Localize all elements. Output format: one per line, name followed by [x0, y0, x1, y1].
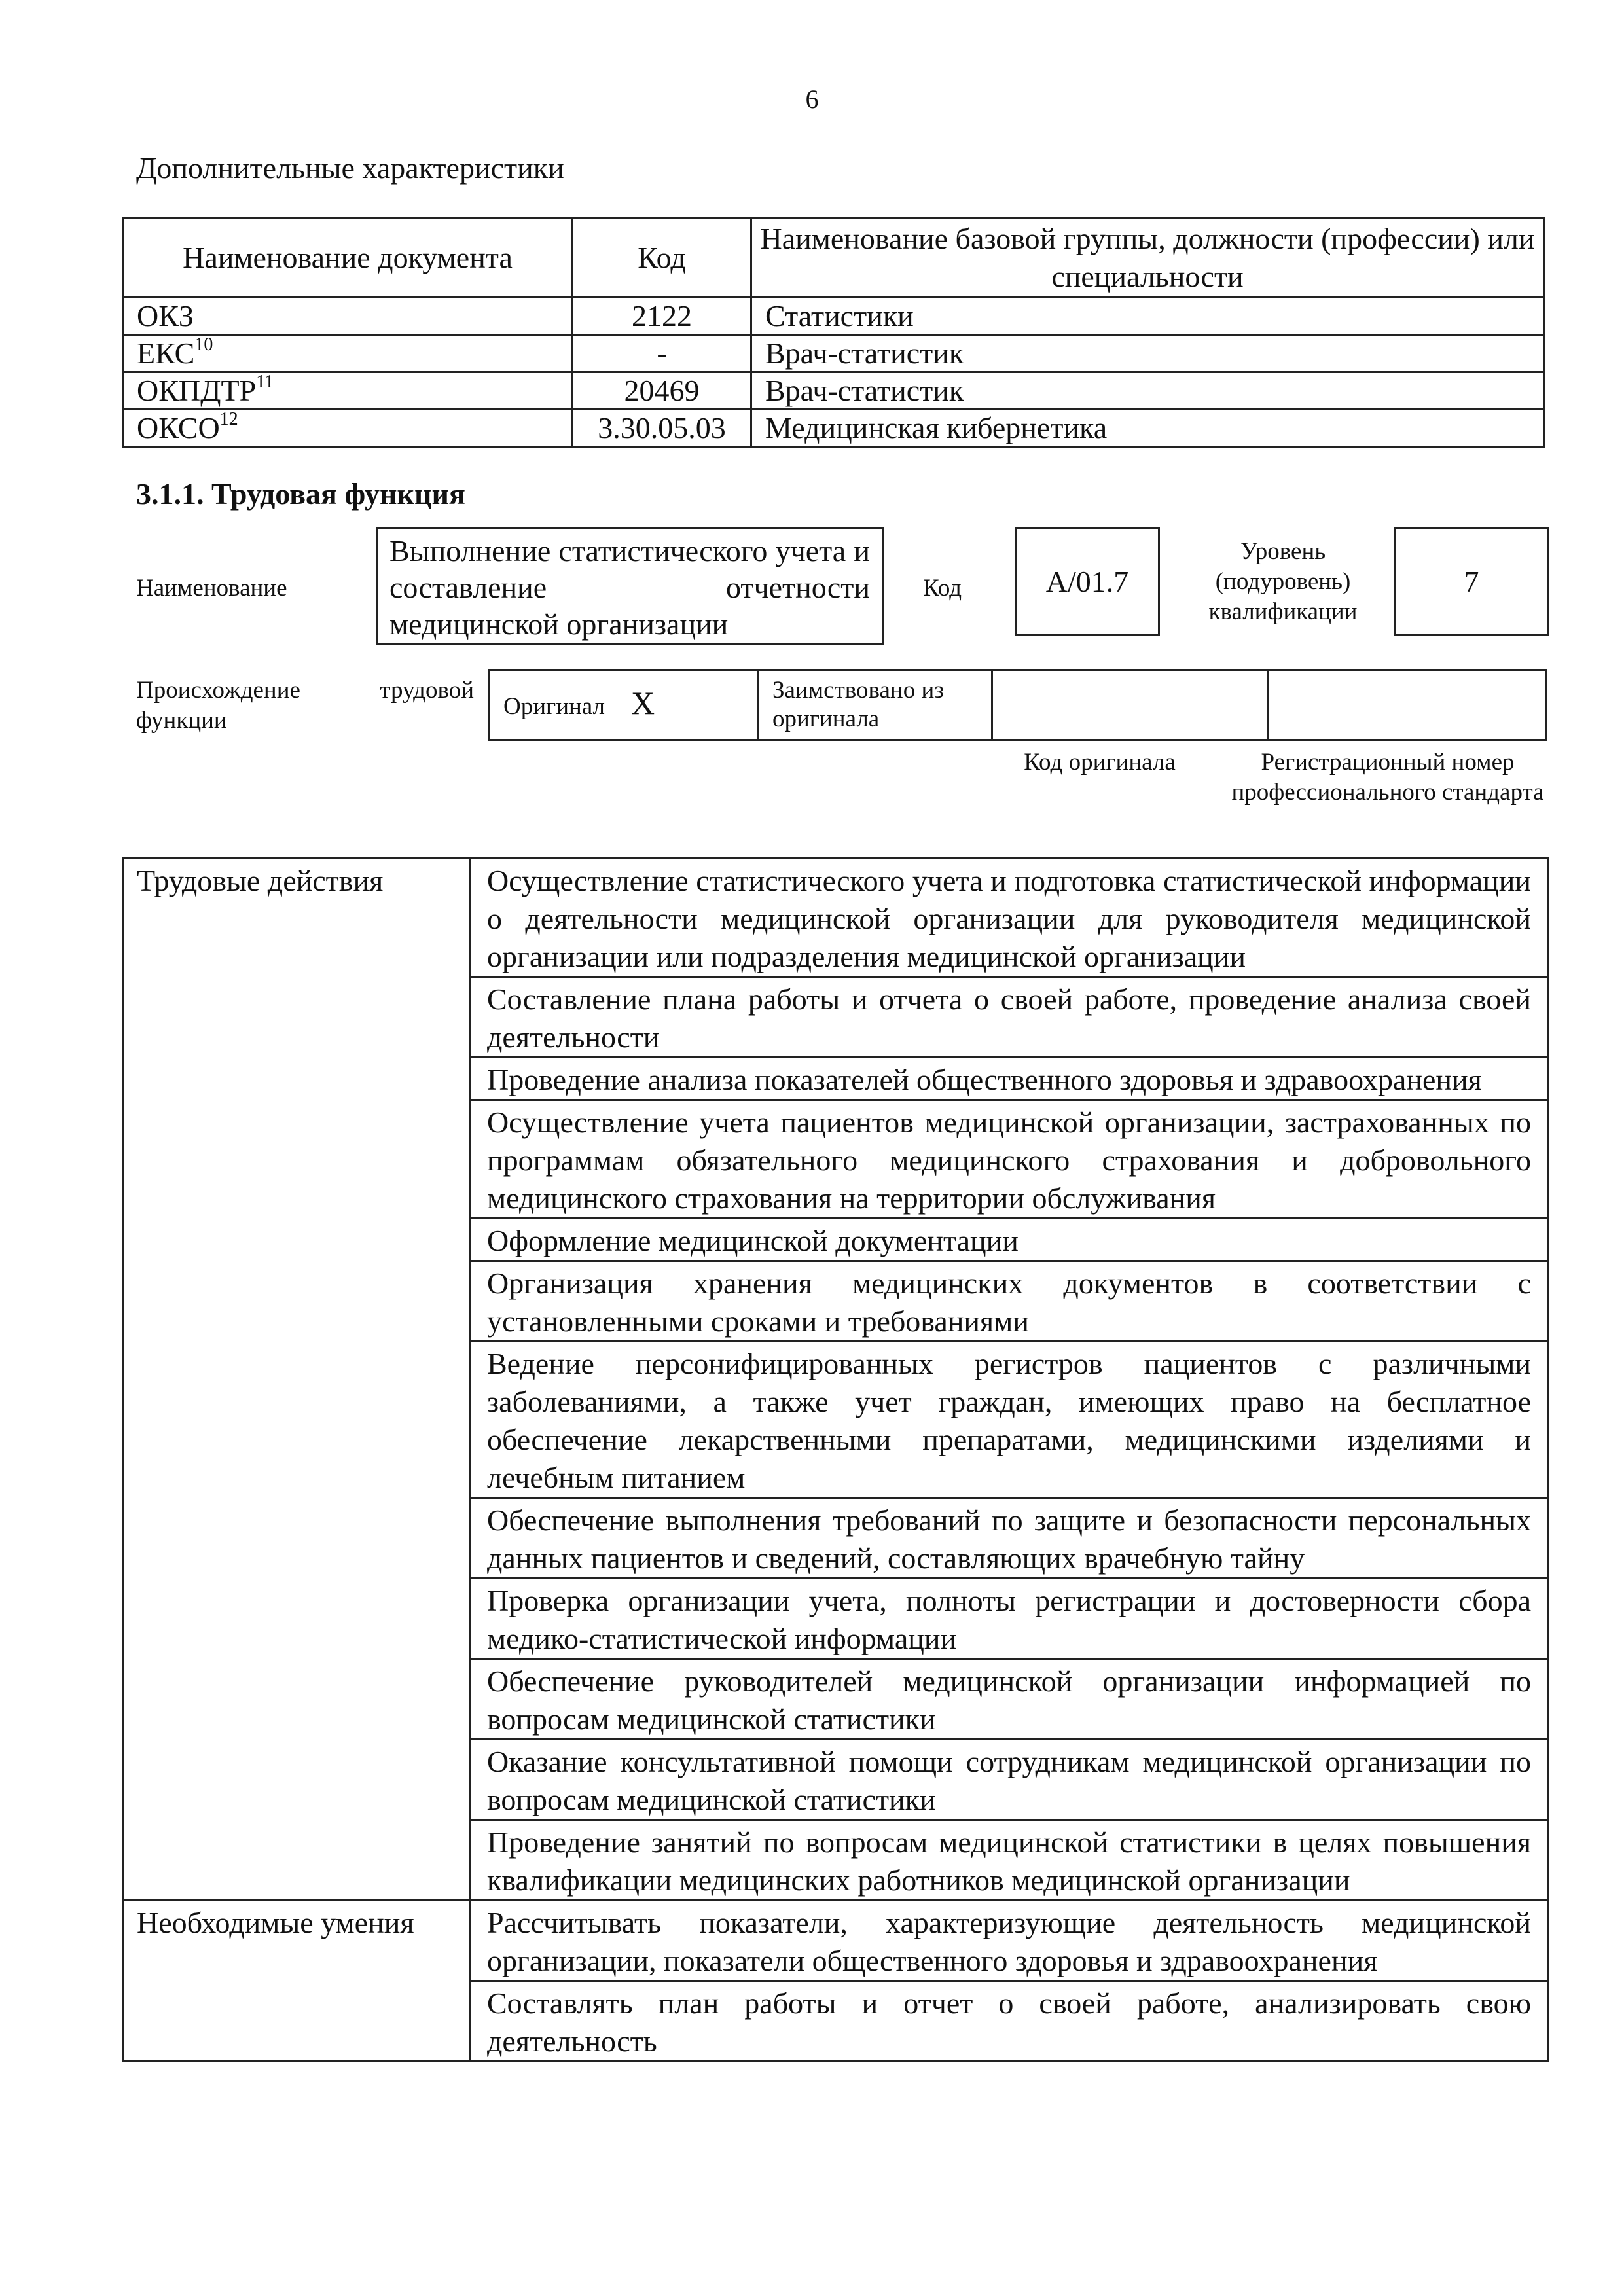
doc-name: ОКПДТР — [137, 374, 257, 407]
code-cell: 20469 — [573, 372, 751, 410]
level-label: Уровень (подуровень) квалификации — [1208, 538, 1358, 625]
list-item: Составление плана работы и отчета о своей работе, проведение анализа своей деятельности — [471, 977, 1548, 1058]
doc-cell — [123, 298, 573, 335]
list-item: Обеспечение руководителей медицинской организации информацией по вопросам медицинской статистики — [471, 1659, 1548, 1740]
table-row — [123, 335, 1544, 372]
list-item: Оказание консультативной помощи сотрудникам медицинской организации по вопросам медицинской статистики — [471, 1740, 1548, 1820]
footnote-ref: 11 — [256, 372, 274, 392]
list-item: Ведение персонифицированных регистров пациентов с различными заболеваниями, а также учет граждан, имеющих право на бесплатное обеспечение лекарственными препаратами, медицинскими изделиями и лечебным питанием — [471, 1342, 1548, 1498]
name-cell: Врач-статистик — [751, 372, 1544, 410]
doc-cell — [123, 335, 573, 372]
doc-cell — [123, 410, 573, 447]
origin-label: Происхождение трудовой функции — [136, 677, 474, 734]
doc-name: ОКЗ — [137, 299, 194, 332]
characteristics-table — [122, 217, 1545, 448]
table-row — [123, 1901, 1548, 1981]
list-item: Осуществление учета пациентов медицинской организации, застрахованных по программам обязательного медицинского страхования и добровольного медицинского страхования на территории обслуживания — [471, 1100, 1548, 1219]
origin-code-cell — [992, 670, 1268, 740]
borrowed-cell: Заимствовано из оригинала — [759, 670, 992, 740]
list-item: Проведение занятий по вопросам медицинской статистики в целях повышения квалификации медицинских работников медицинской организации — [471, 1820, 1548, 1901]
footnote-ref: 12 — [219, 409, 238, 429]
list-item: Организация хранения медицинских документов в соответствии с установленными сроками и требованиями — [471, 1261, 1548, 1342]
footnote-ref: 10 — [194, 334, 213, 355]
name-cell: Медицинская кибернетика — [751, 410, 1544, 447]
reg-number-cell — [1268, 670, 1547, 740]
table-header-row — [123, 219, 1544, 298]
list-item: Оформление медицинской документации — [471, 1219, 1548, 1261]
name-cell: Статистики — [751, 298, 1544, 335]
header-code: Код — [573, 219, 751, 298]
origin-table — [488, 669, 1547, 741]
list-item: Осуществление статистического учета и подготовка статистической информации о деятельности медицинской организации для руководителя медицинской организации или подразделения медицинской организации — [471, 859, 1548, 977]
list-item: Рассчитывать показатели, характеризующие деятельность медицинской организации, показатели общественного здоровья и здравоохранения — [471, 1901, 1548, 1981]
level-box: 7 — [1394, 527, 1549, 636]
code-cell: - — [573, 335, 751, 372]
doc-name: ЕКС — [137, 336, 195, 370]
list-item: Обеспечение выполнения требований по защите и безопасности персональных данных пациентов и сведений, составляющих врачебную тайну — [471, 1498, 1548, 1579]
table-row — [123, 859, 1548, 977]
doc-cell — [123, 372, 573, 410]
header-document: Наименование документа — [123, 219, 573, 298]
original-label: Оригинал — [503, 693, 605, 720]
list-item: Составлять план работы и отчет о своей работе, анализировать свою деятельность — [471, 1981, 1548, 2062]
name-cell: Врач-статистик — [751, 335, 1544, 372]
list-item: Проведение анализа показателей общественного здоровья и здравоохранения — [471, 1058, 1548, 1100]
code-cell: 3.30.05.03 — [573, 410, 751, 447]
labor-actions-table — [122, 857, 1549, 2062]
function-code-box: A/01.7 — [1015, 527, 1160, 636]
code-label: Код — [923, 575, 962, 601]
doc-name: ОКСО — [137, 411, 220, 444]
section-title: Дополнительные характеристики — [136, 151, 564, 185]
original-mark: X — [631, 685, 655, 721]
page-number: 6 — [805, 84, 819, 114]
table-row — [123, 298, 1544, 335]
function-title: 3.1.1. Трудовая функция — [136, 477, 465, 511]
table-row — [123, 410, 1544, 447]
reg-number-caption: Регистрационный номер профессионального стандарта — [1231, 749, 1544, 806]
function-name-box: Выполнение статистического учета и составление отчетности медицинской организации — [376, 527, 884, 645]
origin-code-caption: Код оригинала — [1024, 749, 1176, 776]
table-row — [123, 372, 1544, 410]
code-cell: 2122 — [573, 298, 751, 335]
original-cell — [490, 670, 759, 740]
list-item: Проверка организации учета, полноты регистрации и достоверности сбора медико-статистической информации — [471, 1579, 1548, 1659]
required-skills-label: Необходимые умения — [123, 1901, 471, 2062]
header-group-name: Наименование базовой группы, должности (профессии) или специальности — [751, 219, 1544, 298]
labor-actions-label: Трудовые действия — [123, 859, 471, 1901]
name-label: Наименование — [136, 575, 287, 601]
